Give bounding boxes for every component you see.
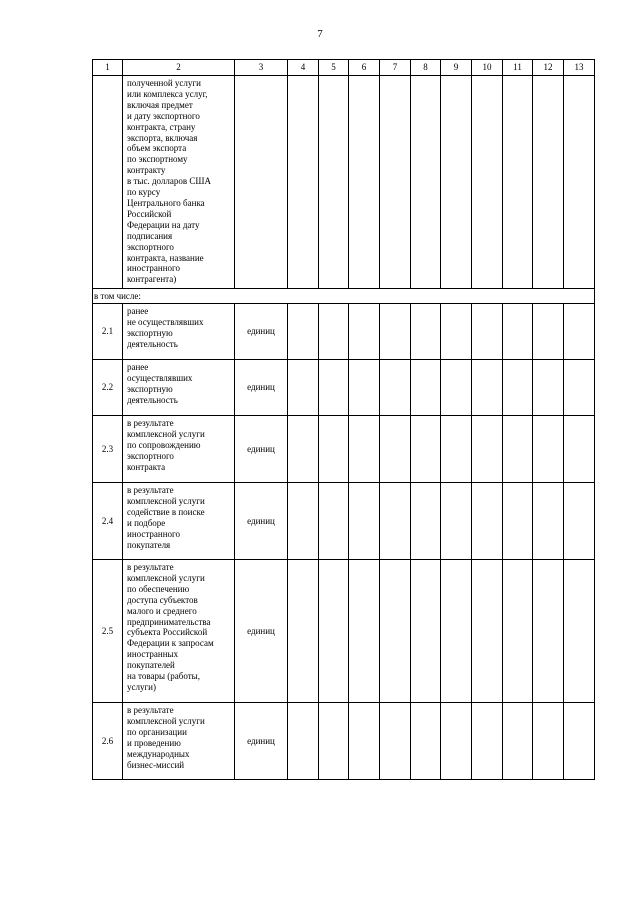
column-header-2: 2 xyxy=(123,60,235,76)
empty-value-cell xyxy=(288,360,319,416)
column-header-5: 5 xyxy=(319,60,349,76)
empty-value-cell xyxy=(319,304,349,360)
empty-value-cell xyxy=(288,416,319,483)
empty-value-cell xyxy=(349,560,380,703)
empty-value-cell xyxy=(319,76,349,289)
empty-value-cell xyxy=(380,560,411,703)
empty-value-cell xyxy=(349,76,380,289)
row-number: 2.1 xyxy=(93,304,123,360)
empty-value-cell xyxy=(472,703,503,780)
section-label: в том числе: xyxy=(93,289,595,304)
empty-value-cell xyxy=(533,416,564,483)
row-number: 2.6 xyxy=(93,703,123,780)
empty-value-cell xyxy=(288,560,319,703)
empty-value-cell xyxy=(319,483,349,560)
row-number: 2.3 xyxy=(93,416,123,483)
empty-value-cell xyxy=(564,304,595,360)
page-number: 7 xyxy=(317,28,323,40)
row-description: ранее не осуществлявших экспортную деятельность xyxy=(123,304,235,360)
empty-value-cell xyxy=(411,483,441,560)
empty-value-cell xyxy=(564,360,595,416)
table-header-row xyxy=(93,60,595,76)
row-number: 2.5 xyxy=(93,560,123,703)
row-unit: единиц xyxy=(235,360,288,416)
row-number xyxy=(93,76,123,289)
empty-value-cell xyxy=(533,360,564,416)
empty-value-cell xyxy=(380,703,411,780)
column-header-1: 1 xyxy=(93,60,123,76)
empty-value-cell xyxy=(349,416,380,483)
empty-value-cell xyxy=(564,483,595,560)
empty-value-cell xyxy=(441,703,472,780)
empty-value-cell xyxy=(441,416,472,483)
empty-value-cell xyxy=(533,76,564,289)
empty-value-cell xyxy=(288,304,319,360)
empty-value-cell xyxy=(380,304,411,360)
row-unit: единиц xyxy=(235,304,288,360)
empty-value-cell xyxy=(503,304,533,360)
row-description: полученной услуги или комплекса услуг, включая предмет и дату экспортного контракта, страну экспорта, включая объем экспорта по экспортному контракту в тыс. долларов США по курсу Центрального банка Российской Федерации на дату подписания экспортного контракта, название иностранного контрагента) xyxy=(123,76,235,289)
row-unit: единиц xyxy=(235,483,288,560)
column-header-6: 6 xyxy=(349,60,380,76)
empty-value-cell xyxy=(349,304,380,360)
empty-value-cell xyxy=(288,76,319,289)
table-row xyxy=(93,304,595,360)
empty-value-cell xyxy=(380,416,411,483)
row-unit: единиц xyxy=(235,416,288,483)
row-unit xyxy=(235,76,288,289)
column-header-13: 13 xyxy=(564,60,595,76)
empty-value-cell xyxy=(380,483,411,560)
column-header-7: 7 xyxy=(380,60,411,76)
empty-value-cell xyxy=(441,360,472,416)
empty-value-cell xyxy=(380,360,411,416)
row-description: в результате комплексной услуги по сопровождению экспортного контракта xyxy=(123,416,235,483)
empty-value-cell xyxy=(380,76,411,289)
empty-value-cell xyxy=(411,703,441,780)
empty-value-cell xyxy=(503,703,533,780)
empty-value-cell xyxy=(472,304,503,360)
table-row xyxy=(93,416,595,483)
empty-value-cell xyxy=(319,560,349,703)
report-table xyxy=(92,59,595,780)
column-header-8: 8 xyxy=(411,60,441,76)
column-header-11: 11 xyxy=(503,60,533,76)
empty-value-cell xyxy=(411,560,441,703)
empty-value-cell xyxy=(288,483,319,560)
column-header-9: 9 xyxy=(441,60,472,76)
empty-value-cell xyxy=(503,483,533,560)
empty-value-cell xyxy=(472,76,503,289)
row-description: в результате комплексной услуги по организации и проведению международных бизнес-миссий xyxy=(123,703,235,780)
empty-value-cell xyxy=(472,483,503,560)
row-unit: единиц xyxy=(235,560,288,703)
column-header-3: 3 xyxy=(235,60,288,76)
empty-value-cell xyxy=(533,304,564,360)
empty-value-cell xyxy=(564,76,595,289)
column-header-12: 12 xyxy=(533,60,564,76)
continuation-row xyxy=(93,76,595,289)
empty-value-cell xyxy=(349,703,380,780)
empty-value-cell xyxy=(441,76,472,289)
empty-value-cell xyxy=(564,703,595,780)
empty-value-cell xyxy=(503,76,533,289)
empty-value-cell xyxy=(349,483,380,560)
empty-value-cell xyxy=(533,703,564,780)
column-header-10: 10 xyxy=(472,60,503,76)
empty-value-cell xyxy=(503,560,533,703)
empty-value-cell xyxy=(441,483,472,560)
empty-value-cell xyxy=(533,483,564,560)
table-row xyxy=(93,483,595,560)
empty-value-cell xyxy=(564,560,595,703)
empty-value-cell xyxy=(564,416,595,483)
empty-value-cell xyxy=(288,703,319,780)
row-unit: единиц xyxy=(235,703,288,780)
empty-value-cell xyxy=(441,560,472,703)
table-row xyxy=(93,703,595,780)
empty-value-cell xyxy=(319,703,349,780)
empty-value-cell xyxy=(411,304,441,360)
row-number: 2.2 xyxy=(93,360,123,416)
empty-value-cell xyxy=(319,416,349,483)
empty-value-cell xyxy=(411,416,441,483)
row-description: в результате комплексной услуги по обеспечению доступа субъектов малого и среднего предпринимательства субъекта Российской Федерации к запросам иностранных покупателей на товары (работы, услуги) xyxy=(123,560,235,703)
empty-value-cell xyxy=(319,360,349,416)
empty-value-cell xyxy=(411,360,441,416)
row-description: в результате комплексной услуги содействие в поиске и подборе иностранного покупателя xyxy=(123,483,235,560)
table-row xyxy=(93,360,595,416)
section-label-row xyxy=(93,289,595,304)
empty-value-cell xyxy=(503,416,533,483)
row-number: 2.4 xyxy=(93,483,123,560)
empty-value-cell xyxy=(472,360,503,416)
empty-value-cell xyxy=(472,416,503,483)
empty-value-cell xyxy=(533,560,564,703)
column-header-4: 4 xyxy=(288,60,319,76)
empty-value-cell xyxy=(349,360,380,416)
row-description: ранее осуществлявших экспортную деятельность xyxy=(123,360,235,416)
table-row xyxy=(93,560,595,703)
empty-value-cell xyxy=(503,360,533,416)
empty-value-cell xyxy=(441,304,472,360)
empty-value-cell xyxy=(472,560,503,703)
empty-value-cell xyxy=(411,76,441,289)
